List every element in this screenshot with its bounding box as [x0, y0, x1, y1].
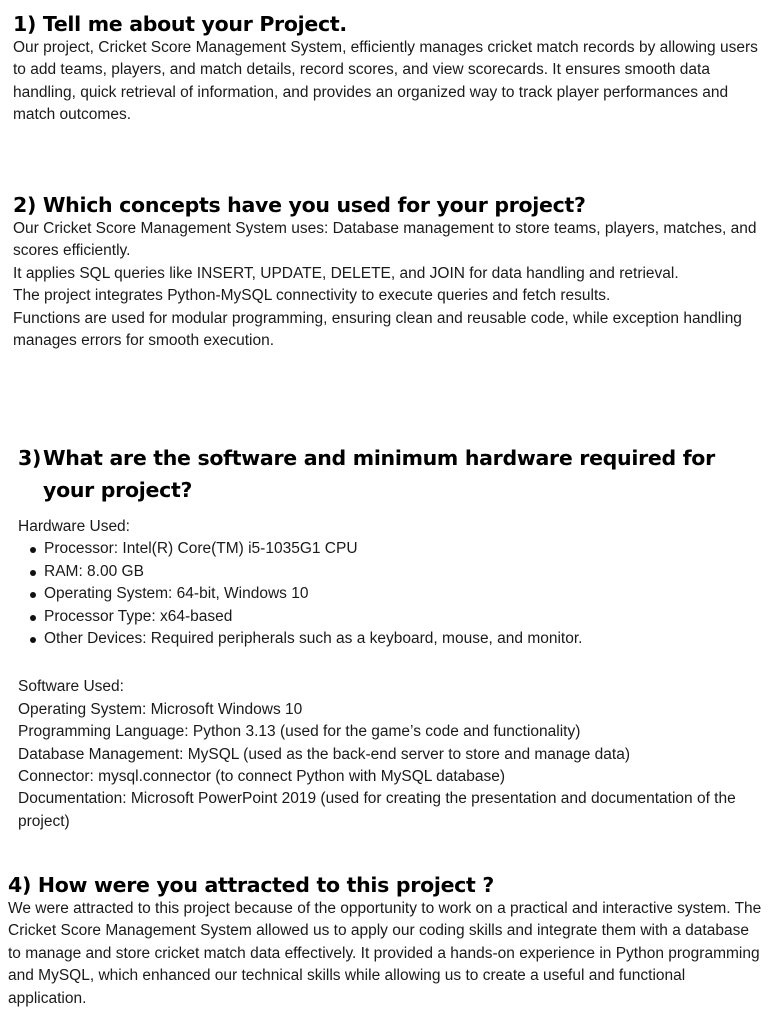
question-heading-2: 2) Which concepts have you used for your project? — [13, 193, 586, 217]
list-item — [18, 628, 758, 650]
section-concepts-used — [13, 192, 765, 352]
answer-paragraph-2-1: Our Cricket Score Management System uses: Database management to store teams, players, matches, and scores efficiently. — [13, 220, 757, 260]
software-line: Programming Language: Python 3.13 (used for the game’s code and functionality) — [18, 723, 581, 741]
spacer — [18, 506, 758, 516]
section-attraction — [8, 872, 763, 1010]
question-text-3: What are the software and minimum hardware required for your project? — [43, 446, 715, 502]
answer-paragraph-2-4: Functions are used for modular programming, ensuring clean and reusable code, while exception handling manages errors for smooth execution. — [13, 309, 742, 350]
hardware-item-text: Processor: Intel(R) Core(TM) i5-1035G1 CPU — [44, 540, 358, 558]
bullet-icon — [30, 547, 36, 553]
software-line: Connector: mysql.connector (to connect Python with MySQL database) — [18, 768, 506, 786]
hardware-item-text: Other Devices: Required peripherals such as a keyboard, mouse, and monitor. — [44, 630, 583, 648]
question-number-3: 3) — [18, 446, 42, 470]
bullet-icon — [30, 592, 36, 598]
question-heading-1: 1) Tell me about your Project. — [13, 12, 347, 36]
bullet-icon — [30, 570, 36, 576]
software-line: Documentation: Microsoft PowerPoint 2019 (used for creating the presentation and documentation of the project) — [18, 790, 736, 830]
answer-paragraph-1: Our project, Cricket Score Management System, efficiently manages cricket match records by allowing users to add teams, players, and match details, record scores, and view scorecards. It ensures smooth data handling, quick retrieval of information, and provides an organized way to track player performances and match outcomes. — [13, 39, 758, 124]
question-heading-3 — [18, 442, 758, 506]
hardware-item-text: Processor Type: x64-based — [44, 607, 233, 625]
bullet-icon — [30, 637, 36, 643]
bullet-icon — [30, 615, 36, 621]
answer-paragraph-4: We were attracted to this project because of the opportunity to work on a practical and interactive system. The Cricket Score Management System allowed us to apply our coding skills and integrate them with a database to manage and store cricket match data effectively. It provided a hands-on experience in Python programming and MySQL, which enhanced our technical skills while allowing us to create a useful and functional application. — [8, 900, 762, 1007]
hardware-title: Hardware Used: — [18, 518, 130, 535]
hardware-list — [18, 538, 758, 650]
hardware-item-text: RAM: 8.00 GB — [44, 562, 144, 580]
list-item — [18, 583, 758, 605]
software-line: Database Management: MySQL (used as the back-end server to store and manage data) — [18, 745, 631, 763]
question-heading-4: 4) How were you attracted to this project ? — [8, 873, 494, 897]
list-item — [18, 606, 758, 628]
spacer — [18, 650, 758, 676]
section-requirements — [18, 442, 758, 833]
answer-paragraph-2-2: It applies SQL queries like INSERT, UPDATE, DELETE, and JOIN for data handling and retrieval. — [13, 264, 679, 282]
list-item — [18, 561, 758, 583]
software-line: Operating System: Microsoft Windows 10 — [18, 700, 303, 718]
hardware-item-text: Operating System: 64-bit, Windows 10 — [44, 585, 309, 603]
answer-paragraph-2-3: The project integrates Python-MySQL connectivity to execute queries and fetch results. — [13, 287, 611, 305]
section-project-overview — [13, 11, 763, 127]
list-item — [18, 538, 758, 560]
software-title: Software Used: — [18, 678, 124, 696]
